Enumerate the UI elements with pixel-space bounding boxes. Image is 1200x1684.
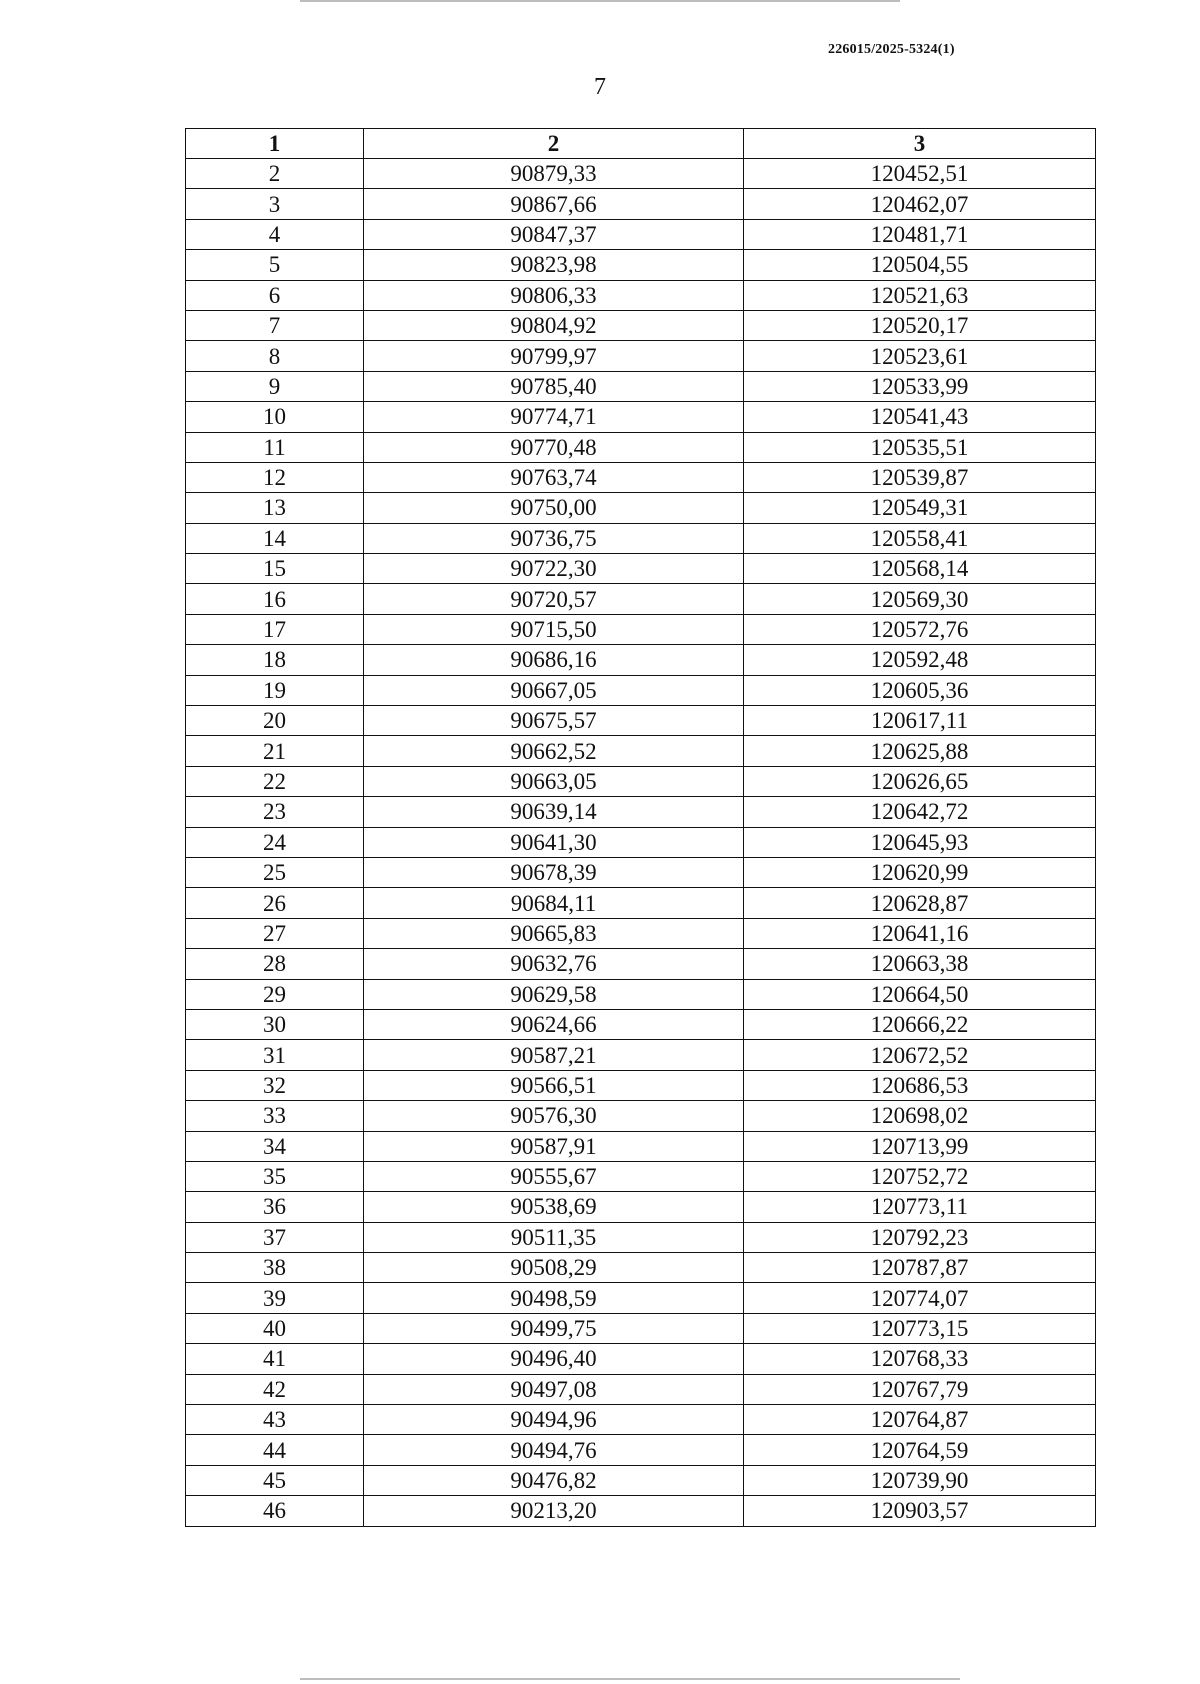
y-coordinate-cell: 120620,99 xyxy=(744,857,1096,887)
y-coordinate-cell: 120903,57 xyxy=(744,1496,1096,1526)
table-row xyxy=(186,857,1096,887)
table-header-row xyxy=(186,129,1096,159)
y-coordinate-cell: 120641,16 xyxy=(744,918,1096,948)
table-row xyxy=(186,341,1096,371)
x-coordinate-cell: 90632,76 xyxy=(364,949,744,979)
x-coordinate-cell: 90678,39 xyxy=(364,857,744,887)
point-number-cell: 39 xyxy=(186,1283,364,1313)
y-coordinate-cell: 120768,33 xyxy=(744,1344,1096,1374)
point-number-cell: 9 xyxy=(186,371,364,401)
x-coordinate-cell: 90587,91 xyxy=(364,1131,744,1161)
x-coordinate-cell: 90879,33 xyxy=(364,159,744,189)
table-row xyxy=(186,1222,1096,1252)
x-coordinate-cell: 90774,71 xyxy=(364,402,744,432)
column-header-3: 3 xyxy=(744,129,1096,159)
y-coordinate-cell: 120504,55 xyxy=(744,250,1096,280)
table-row xyxy=(186,1131,1096,1161)
y-coordinate-cell: 120645,93 xyxy=(744,827,1096,857)
table-row xyxy=(186,736,1096,766)
x-coordinate-cell: 90847,37 xyxy=(364,219,744,249)
table-row xyxy=(186,432,1096,462)
table-row xyxy=(186,979,1096,1009)
y-coordinate-cell: 120767,79 xyxy=(744,1374,1096,1404)
point-number-cell: 23 xyxy=(186,797,364,827)
y-coordinate-cell: 120764,59 xyxy=(744,1435,1096,1465)
table-row xyxy=(186,1161,1096,1191)
x-coordinate-cell: 90686,16 xyxy=(364,645,744,675)
point-number-cell: 17 xyxy=(186,614,364,644)
x-coordinate-cell: 90823,98 xyxy=(364,250,744,280)
table-row xyxy=(186,493,1096,523)
point-number-cell: 35 xyxy=(186,1161,364,1191)
table-row xyxy=(186,949,1096,979)
table-row xyxy=(186,1040,1096,1070)
point-number-cell: 8 xyxy=(186,341,364,371)
x-coordinate-cell: 90662,52 xyxy=(364,736,744,766)
y-coordinate-cell: 120686,53 xyxy=(744,1070,1096,1100)
column-header-2: 2 xyxy=(364,129,744,159)
table-row xyxy=(186,706,1096,736)
page-number: 7 xyxy=(594,74,606,100)
column-header-1: 1 xyxy=(186,129,364,159)
coordinates-table xyxy=(185,128,1096,1527)
x-coordinate-cell: 90799,97 xyxy=(364,341,744,371)
table-row xyxy=(186,918,1096,948)
y-coordinate-cell: 120521,63 xyxy=(744,280,1096,310)
point-number-cell: 18 xyxy=(186,645,364,675)
table-row xyxy=(186,1344,1096,1374)
table-row xyxy=(186,250,1096,280)
table-row xyxy=(186,1283,1096,1313)
y-coordinate-cell: 120672,52 xyxy=(744,1040,1096,1070)
scan-edge-bottom xyxy=(300,1678,960,1680)
table-row xyxy=(186,645,1096,675)
table-row xyxy=(186,310,1096,340)
x-coordinate-cell: 90667,05 xyxy=(364,675,744,705)
scan-edge-top xyxy=(300,0,900,2)
y-coordinate-cell: 120752,72 xyxy=(744,1161,1096,1191)
point-number-cell: 42 xyxy=(186,1374,364,1404)
table-row xyxy=(186,371,1096,401)
table-row xyxy=(186,1192,1096,1222)
x-coordinate-cell: 90624,66 xyxy=(364,1009,744,1039)
y-coordinate-cell: 120605,36 xyxy=(744,675,1096,705)
table-row xyxy=(186,523,1096,553)
y-coordinate-cell: 120625,88 xyxy=(744,736,1096,766)
x-coordinate-cell: 90497,08 xyxy=(364,1374,744,1404)
point-number-cell: 24 xyxy=(186,827,364,857)
table-row xyxy=(186,280,1096,310)
x-coordinate-cell: 90629,58 xyxy=(364,979,744,1009)
point-number-cell: 6 xyxy=(186,280,364,310)
y-coordinate-cell: 120617,11 xyxy=(744,706,1096,736)
point-number-cell: 20 xyxy=(186,706,364,736)
point-number-cell: 30 xyxy=(186,1009,364,1039)
point-number-cell: 7 xyxy=(186,310,364,340)
point-number-cell: 28 xyxy=(186,949,364,979)
table-row xyxy=(186,1405,1096,1435)
point-number-cell: 45 xyxy=(186,1465,364,1495)
y-coordinate-cell: 120666,22 xyxy=(744,1009,1096,1039)
point-number-cell: 19 xyxy=(186,675,364,705)
point-number-cell: 2 xyxy=(186,159,364,189)
y-coordinate-cell: 120787,87 xyxy=(744,1253,1096,1283)
table-row xyxy=(186,614,1096,644)
table-row xyxy=(186,462,1096,492)
point-number-cell: 34 xyxy=(186,1131,364,1161)
y-coordinate-cell: 120539,87 xyxy=(744,462,1096,492)
x-coordinate-cell: 90675,57 xyxy=(364,706,744,736)
y-coordinate-cell: 120558,41 xyxy=(744,523,1096,553)
x-coordinate-cell: 90663,05 xyxy=(364,766,744,796)
x-coordinate-cell: 90508,29 xyxy=(364,1253,744,1283)
table-row xyxy=(186,584,1096,614)
y-coordinate-cell: 120739,90 xyxy=(744,1465,1096,1495)
point-number-cell: 3 xyxy=(186,189,364,219)
table-row xyxy=(186,1465,1096,1495)
table-row xyxy=(186,219,1096,249)
table-row xyxy=(186,159,1096,189)
table-row xyxy=(186,402,1096,432)
point-number-cell: 12 xyxy=(186,462,364,492)
y-coordinate-cell: 120549,31 xyxy=(744,493,1096,523)
table-row xyxy=(186,1374,1096,1404)
x-coordinate-cell: 90867,66 xyxy=(364,189,744,219)
point-number-cell: 32 xyxy=(186,1070,364,1100)
x-coordinate-cell: 90806,33 xyxy=(364,280,744,310)
y-coordinate-cell: 120773,11 xyxy=(744,1192,1096,1222)
table-row xyxy=(186,888,1096,918)
x-coordinate-cell: 90499,75 xyxy=(364,1313,744,1343)
x-coordinate-cell: 90639,14 xyxy=(364,797,744,827)
y-coordinate-cell: 120642,72 xyxy=(744,797,1096,827)
point-number-cell: 37 xyxy=(186,1222,364,1252)
x-coordinate-cell: 90684,11 xyxy=(364,888,744,918)
point-number-cell: 31 xyxy=(186,1040,364,1070)
x-coordinate-cell: 90770,48 xyxy=(364,432,744,462)
y-coordinate-cell: 120626,65 xyxy=(744,766,1096,796)
point-number-cell: 43 xyxy=(186,1405,364,1435)
point-number-cell: 38 xyxy=(186,1253,364,1283)
point-number-cell: 15 xyxy=(186,554,364,584)
table-row xyxy=(186,797,1096,827)
y-coordinate-cell: 120572,76 xyxy=(744,614,1096,644)
x-coordinate-cell: 90576,30 xyxy=(364,1101,744,1131)
y-coordinate-cell: 120764,87 xyxy=(744,1405,1096,1435)
point-number-cell: 16 xyxy=(186,584,364,614)
table-row xyxy=(186,1496,1096,1526)
table-row xyxy=(186,1435,1096,1465)
x-coordinate-cell: 90498,59 xyxy=(364,1283,744,1313)
x-coordinate-cell: 90785,40 xyxy=(364,371,744,401)
y-coordinate-cell: 120452,51 xyxy=(744,159,1096,189)
point-number-cell: 36 xyxy=(186,1192,364,1222)
point-number-cell: 40 xyxy=(186,1313,364,1343)
y-coordinate-cell: 120535,51 xyxy=(744,432,1096,462)
y-coordinate-cell: 120774,07 xyxy=(744,1283,1096,1313)
y-coordinate-cell: 120713,99 xyxy=(744,1131,1096,1161)
point-number-cell: 41 xyxy=(186,1344,364,1374)
x-coordinate-cell: 90538,69 xyxy=(364,1192,744,1222)
y-coordinate-cell: 120568,14 xyxy=(744,554,1096,584)
y-coordinate-cell: 120520,17 xyxy=(744,310,1096,340)
x-coordinate-cell: 90715,50 xyxy=(364,614,744,644)
x-coordinate-cell: 90641,30 xyxy=(364,827,744,857)
y-coordinate-cell: 120462,07 xyxy=(744,189,1096,219)
y-coordinate-cell: 120592,48 xyxy=(744,645,1096,675)
point-number-cell: 29 xyxy=(186,979,364,1009)
table-row xyxy=(186,554,1096,584)
table-header xyxy=(186,129,1096,159)
point-number-cell: 10 xyxy=(186,402,364,432)
y-coordinate-cell: 120698,02 xyxy=(744,1101,1096,1131)
x-coordinate-cell: 90720,57 xyxy=(364,584,744,614)
point-number-cell: 26 xyxy=(186,888,364,918)
point-number-cell: 5 xyxy=(186,250,364,280)
document-reference: 226015/2025-5324(1) xyxy=(828,42,955,57)
x-coordinate-cell: 90722,30 xyxy=(364,554,744,584)
table-row xyxy=(186,1070,1096,1100)
y-coordinate-cell: 120663,38 xyxy=(744,949,1096,979)
point-number-cell: 33 xyxy=(186,1101,364,1131)
coordinates-table-container xyxy=(185,128,1095,1527)
x-coordinate-cell: 90494,96 xyxy=(364,1405,744,1435)
y-coordinate-cell: 120533,99 xyxy=(744,371,1096,401)
point-number-cell: 13 xyxy=(186,493,364,523)
x-coordinate-cell: 90804,92 xyxy=(364,310,744,340)
table-row xyxy=(186,1313,1096,1343)
x-coordinate-cell: 90213,20 xyxy=(364,1496,744,1526)
y-coordinate-cell: 120569,30 xyxy=(744,584,1096,614)
x-coordinate-cell: 90511,35 xyxy=(364,1222,744,1252)
point-number-cell: 4 xyxy=(186,219,364,249)
x-coordinate-cell: 90494,76 xyxy=(364,1435,744,1465)
table-row xyxy=(186,189,1096,219)
x-coordinate-cell: 90555,67 xyxy=(364,1161,744,1191)
table-row xyxy=(186,1253,1096,1283)
point-number-cell: 27 xyxy=(186,918,364,948)
y-coordinate-cell: 120773,15 xyxy=(744,1313,1096,1343)
y-coordinate-cell: 120664,50 xyxy=(744,979,1096,1009)
table-row xyxy=(186,1009,1096,1039)
x-coordinate-cell: 90476,82 xyxy=(364,1465,744,1495)
y-coordinate-cell: 120523,61 xyxy=(744,341,1096,371)
y-coordinate-cell: 120792,23 xyxy=(744,1222,1096,1252)
table-row xyxy=(186,1101,1096,1131)
x-coordinate-cell: 90763,74 xyxy=(364,462,744,492)
table-row xyxy=(186,675,1096,705)
point-number-cell: 21 xyxy=(186,736,364,766)
point-number-cell: 46 xyxy=(186,1496,364,1526)
x-coordinate-cell: 90587,21 xyxy=(364,1040,744,1070)
y-coordinate-cell: 120628,87 xyxy=(744,888,1096,918)
table-row xyxy=(186,827,1096,857)
x-coordinate-cell: 90750,00 xyxy=(364,493,744,523)
x-coordinate-cell: 90566,51 xyxy=(364,1070,744,1100)
x-coordinate-cell: 90665,83 xyxy=(364,918,744,948)
point-number-cell: 44 xyxy=(186,1435,364,1465)
x-coordinate-cell: 90736,75 xyxy=(364,523,744,553)
y-coordinate-cell: 120481,71 xyxy=(744,219,1096,249)
table-body xyxy=(186,159,1096,1527)
table-row xyxy=(186,766,1096,796)
point-number-cell: 25 xyxy=(186,857,364,887)
x-coordinate-cell: 90496,40 xyxy=(364,1344,744,1374)
point-number-cell: 11 xyxy=(186,432,364,462)
y-coordinate-cell: 120541,43 xyxy=(744,402,1096,432)
point-number-cell: 22 xyxy=(186,766,364,796)
point-number-cell: 14 xyxy=(186,523,364,553)
